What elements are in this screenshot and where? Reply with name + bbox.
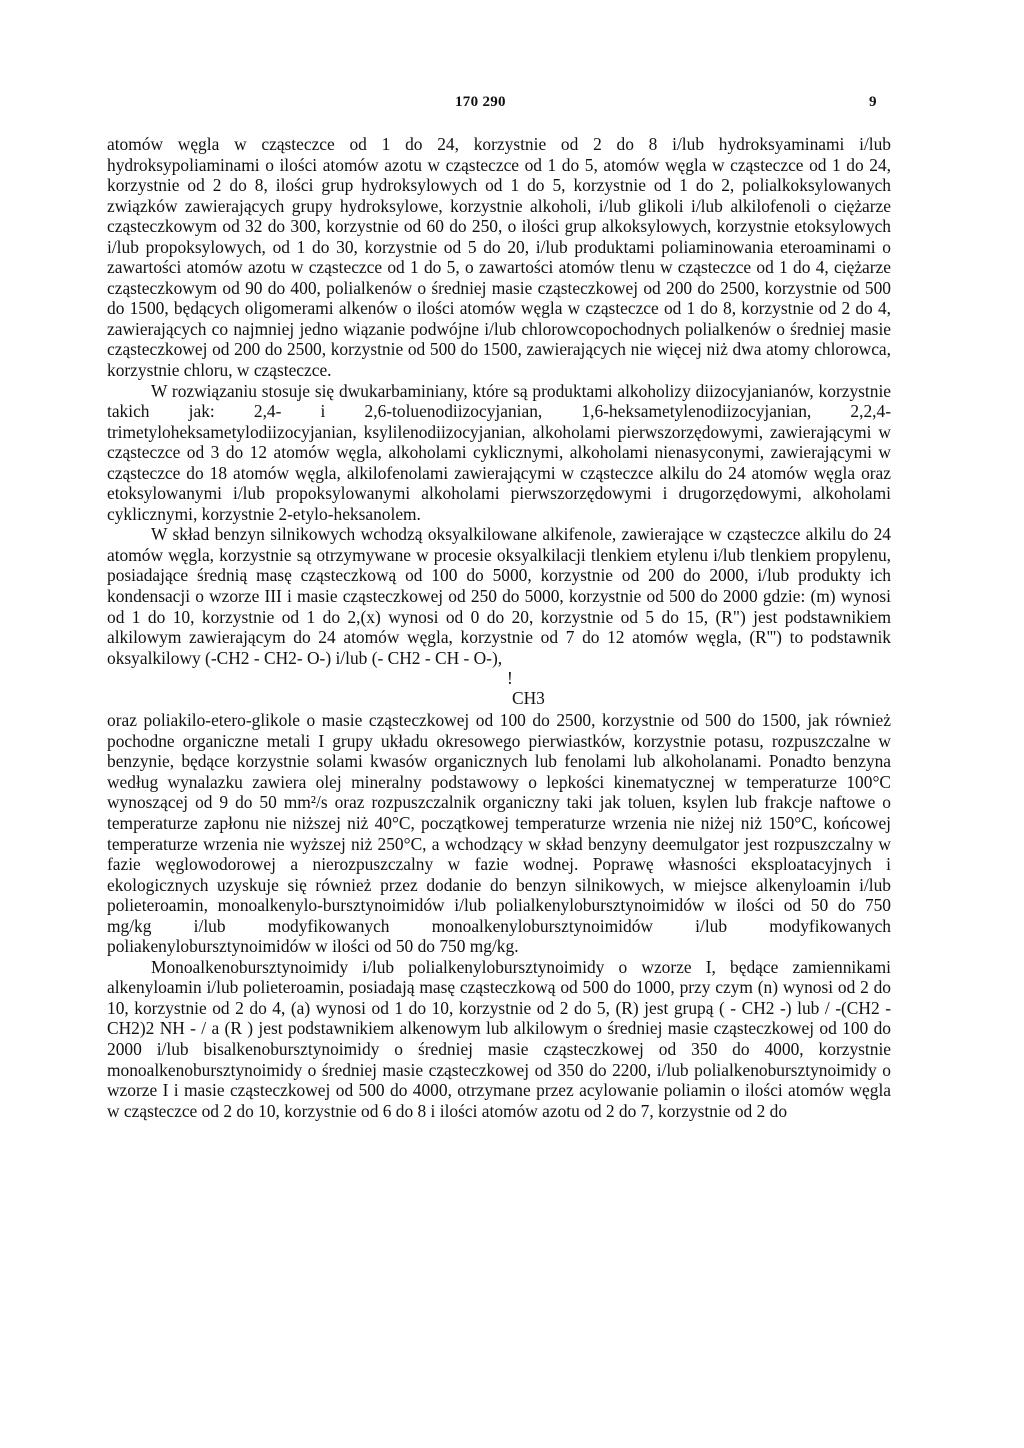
document-number: 170 290 [455, 94, 506, 110]
paragraph-1: atomów węgla w cząsteczce od 1 do 24, korzystnie od 2 do 8 i/lub hydroksyaminami i/lub hydroksypoliaminami o ilości atomów azotu w cząsteczce od 1 do 5, atomów węgla w cząsteczce od 1 do 24, korzystnie od 2 do 8, ilości grup hydroksylowych od 1 do 5, korzystnie od 1 do 2, polialkoksylowanych związków zawierających grupy hydroksylowe, korzystnie alkoholi, i/lub glikoli i/lub alkilofenoli o ciężarze cząsteczkowym od 32 do 300, korzystnie od 60 do 250, o ilości grup alkoksylowych, korzystnie etoksylowych i/lub propoksylowych, od 1 do 30, korzystnie od 5 do 20, i/lub produktami poliaminowania eteroaminami o zawartości atomów azotu w cząsteczce od 1 do 5, o zawartości atomów tlenu w cząsteczce od 1 do 4, ciężarze cząsteczkowym od 90 do 400, polialkenów o średniej masie cząsteczkowej od 200 do 2500, korzystnie od 500 do 1500, będących oligomerami alkenów o ilości atomów węgla w cząsteczce od 1 do 8, korzystnie od 2 do 4, zawierających co najmniej jedno wiązanie podwójne i/lub chlorowcopochodnych polialkenów o średniej masie cząsteczkowej od 200 do 2500, korzystnie od 500 do 1500, zawierających nie więcej niż dwa atomy chlorowca, korzystnie chloru, w cząsteczce. [107, 134, 891, 381]
page-number: 9 [869, 94, 877, 110]
formula-methyl-group: CH3 [512, 688, 545, 709]
chemical-formula-branch [107, 668, 891, 710]
paragraph-2: W rozwiązaniu stosuje się dwukarbaminiany, które są produktami alkoholizy diizocyjanianów, korzystnie takich jak: 2,4- i 2,6-toluenodiizocyjanian, 1,6-heksametylenodiizocyjanian, 2,2,4-trimetyloheksametylodiizocyjanian, ksylilenodiizocyjanian, alkoholami pierwszorzędowymi, zawierającymi w cząsteczce od 3 do 12 atomów węgla, alkoholami cyklicznymi, alkoholami nienasyconymi, zawierającymi w cząsteczce do 18 atomów węgla, alkilofenolami zawierającymi w cząsteczce alkilu do 24 atomów węgla oraz etoksylowanymi i/lub propoksylowanymi alkoholami pierwszorzędowymi i drugorzędowymi, alkoholami cyklicznymi, korzystnie 2-etylo-heksanolem. [107, 380, 891, 524]
page-header [0, 94, 1024, 118]
formula-bond-mark: ! [507, 668, 513, 689]
paragraph-3: W skład benzyn silnikowych wchodzą oksyalkilowane alkifenole, zawierające w cząsteczce alkilu do 24 atomów węgla, korzystnie są otrzymywane w procesie oksyalkilacji tlenkiem etylenu i/lub tlenkiem propylenu, posiadające średnią masę cząsteczkową od 100 do 5000, korzystnie od 200 do 2000, i/lub produkty ich kondensacji o wzorze III i masie cząsteczkowej od 250 do 5000, korzystnie od 500 do 2000 gdzie: (m) wynosi od 1 do 10, korzystnie od 1 do 2,(x) wynosi od 0 do 20, korzystnie od 5 do 15, (R") jest podstawnikiem alkilowym zawierającym do 24 atomów węgla, korzystnie od 7 do 12 atomów węgla, (R''') to podstawnik oksyalkilowy (-CH2 - CH2- O-) i/lub (- CH2 - CH - O-), [107, 524, 891, 668]
paragraph-5: Monoalkenobursztynoimidy i/lub polialkenylobursztynoimidy o wzorze I, będące zamiennikami alkenyloamin i/lub polieteroamin, posiadają masę cząsteczkową od 500 do 1000, przy czym (n) wynosi od 2 do 10, korzystnie od 2 do 4, (a) wynosi od 1 do 10, korzystnie od 2 do 5, (R) jest grupą ( - CH2 -) lub / -(CH2 - CH2)2 NH - / a (R ) jest podstawnikiem alkenowym lub alkilowym o średniej masie cząsteczkowej od 100 do 2000 i/lub bisalkenobursztynoimidy o średniej masie cząsteczkowej od 350 do 4000, korzystnie monoalkenobursztynoimidy o średniej masie cząsteczkowej od 350 do 2200, i/lub polialkenobursztynoimidy o wzorze I i masie cząsteczkowej od 500 do 4000, otrzymane przez acylowanie poliamin o ilości atomów węgla w cząsteczce od 2 do 10, korzystnie od 6 do 8 i ilości atomów azotu od 2 do 7, korzystnie od 2 do [107, 956, 891, 1121]
body-text [107, 134, 891, 1121]
paragraph-4: oraz poliakilo-etero-glikole o masie cząsteczkowej od 100 do 2500, korzystnie od 500 do 1500, jak również pochodne organiczne metali I grupy układu okresowego pierwiastków, korzystnie potasu, rozpuszczalne w benzynie, będące korzystnie solami kwasów organicznych lub fenolami lub alkoholanami. Ponadto benzyna według wynalazku zawiera olej mineralny podstawowy o lepkości kinematycznej w temperaturze 100°C wynoszącej od 9 do 50 mm²/s oraz rozpuszczalnik organiczny taki jak toluen, ksylen lub frakcje naftowe o temperaturze zapłonu nie niższej niż 40°C, początkowej temperaturze wrzenia nie niżej niż 150°C, końcowej temperaturze wrzenia nie wyższej niż 250°C, a wchodzący w skład benzyny deemulgator jest rozpuszczalny w fazie węglowodorowej a nierozpuszczalny w fazie wodnej. Poprawę własności eksploatacyjnych i ekologicznych uzyskuje się również przez dodanie do benzyn silnikowych, w miejsce alkenyloamin i/lub polieteroamin, monoalkenylo-bursztynoimidów i/lub polialkenylobursztynoimidów w ilości od 50 do 750 mg/kg i/lub modyfikowanych monoalkenylobursztynoimidów i/lub modyfikowanych poliakenylobursztynoimidów w ilości od 50 do 750 mg/kg. [107, 710, 891, 957]
